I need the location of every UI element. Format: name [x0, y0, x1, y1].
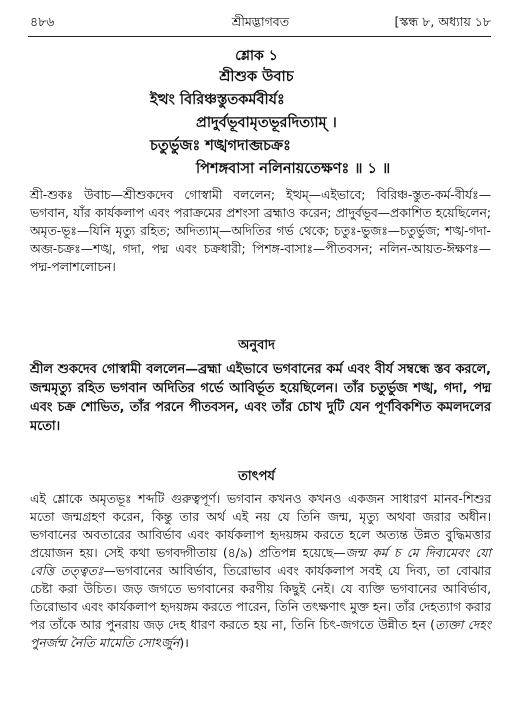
verse-line-2: প্রাদুর্বভূবামৃতভূরদিত্যাম্ । — [196, 115, 337, 131]
page-number: ৪৮৬ — [30, 14, 55, 29]
verse-line-4: পিশঙ্গবাসা নলিনায়তেক্ষণঃ ॥ ১ ॥ — [196, 161, 391, 177]
synonyms-paragraph: শ্রী-শুকঃ উবাচ—শ্রীশুকদেব গোস্বামী বললেন; ইত্থম্—এইভাবে; বিরিঞ্চ-স্তুত-কর্ম-বীর্যঃ—ভগবান, যাঁর কার্যকলাপ এবং পরাক্রমের প্রশংসা ব্রহ্মাও করেন; প্রাদুর্বভূব—প্রকাশিত হয়েছিলেন; অমৃত-ভূঃ—যিনি মৃত্যু রহিত; অদিত্যাম্—অদিতির গর্ভ থেকে; চতুঃ-ভুজঃ—চতুর্ভুজ; শঙ্খ-গদা-অব্জ-চক্রঃ—শঙ্খ, গদা, পদ্ম এবং চক্রধারী; পিশঙ্গ-বাসাঃ—পীতবসন; নলিন-আয়ত-ঈক্ষণঃ—পদ্ম-পলাশলোচন। — [30, 188, 491, 274]
verse-line-3: চতুর্ভুজঃ শঙ্খগদাব্জচক্রঃ — [150, 138, 291, 154]
purport-text-2: —ভগবানের আবির্ভাব, তিরোভাব এবং কার্যকলাপ সবই যে দিব্য, তা বোঝার চেষ্টা করা উচিত। জড় জগতে ভগবানের করণীয় কিছুই নেই। যে ব্যক্তি ভগবানের আবির্ভাব, তিরোভাব এবং কার্যকলাপ হৃদয়ঙ্গম করতে পারেন, তিনি তৎক্ষণাৎ মুক্ত হন। তাঁর দেহত্যাগ করার পর তাঁকে আর পুনরায় জড় দেহ ধারণ করতে হয় না, তিনি চিৎ-জগতে উন্নীত হন ( — [30, 564, 491, 632]
page-header — [30, 14, 491, 34]
chapter-reference: [স্কন্ধ ৮, অধ্যায় ১৮ — [394, 14, 491, 29]
translation-heading: অনুবাদ — [238, 338, 275, 353]
purport-quote-gita: জন্ম কর্ম চ মে দিব্যমেবং যো বেত্তি তত্ত্বতঃ — [30, 546, 491, 578]
purport-heading: তাৎপর্য — [238, 469, 275, 484]
purport-text-1: এই শ্লোকে অমৃতভূঃ শব্দটি গুরুত্বপূর্ণ। ভগবান কখনও কখনও একজন সাধারণ মানব-শিশুর মতো জন্মগ্রহণ করেন, কিন্তু তার অর্থ এই নয় যে তিনি জন্ম, মৃত্যু অথবা জরার অধীন। ভগবানের অবতারের আবির্ভাব এবং কার্যকলাপ হৃদয়ঙ্গম করতে হলে অত্যন্ত উন্নত বুদ্ধিমত্তার প্রয়োজন হয়। সেই কথা ভগবদ্গীতায় (৪/৯) প্রতিপন্ন হয়েছে— — [30, 492, 491, 560]
purport-paragraph — [30, 490, 491, 652]
purport-text-3: )। — [179, 636, 189, 650]
book-title: শ্রীমদ্ভাগবত — [231, 14, 290, 29]
header-rule — [28, 36, 491, 37]
verse-speaker: শ্রীশুক উবাচ — [219, 69, 294, 85]
purport-quote-gita-2: ত্যক্তা দেহং পুনর্জন্ম নৈতি মামেতি সোঽর্জুন — [30, 618, 491, 650]
verse-line-1: ইত্থং বিরিঞ্চস্তুতকর্মবীর্যঃ — [150, 92, 285, 108]
verse-heading: শ্লোক ১ — [235, 48, 278, 64]
translation-paragraph: শ্রীল শুকদেব গোস্বামী বললেন—ব্রহ্মা এইভাবে ভগবানের কর্ম এবং বীর্য সম্বন্ধে স্তব করলে, জন্মমৃত্যু রহিত ভগবান অদিতির গর্ভে আবির্ভূত হয়েছিলেন। তাঁর চতুর্ভুজ শঙ্খ, গদা, পদ্ম এবং চক্র শোভিত, তাঁর পরনে পীতবসন, এবং তাঁর চোখ দুটি যেন পূর্ণবিকশিত কমলদলের মতো। — [30, 362, 491, 434]
